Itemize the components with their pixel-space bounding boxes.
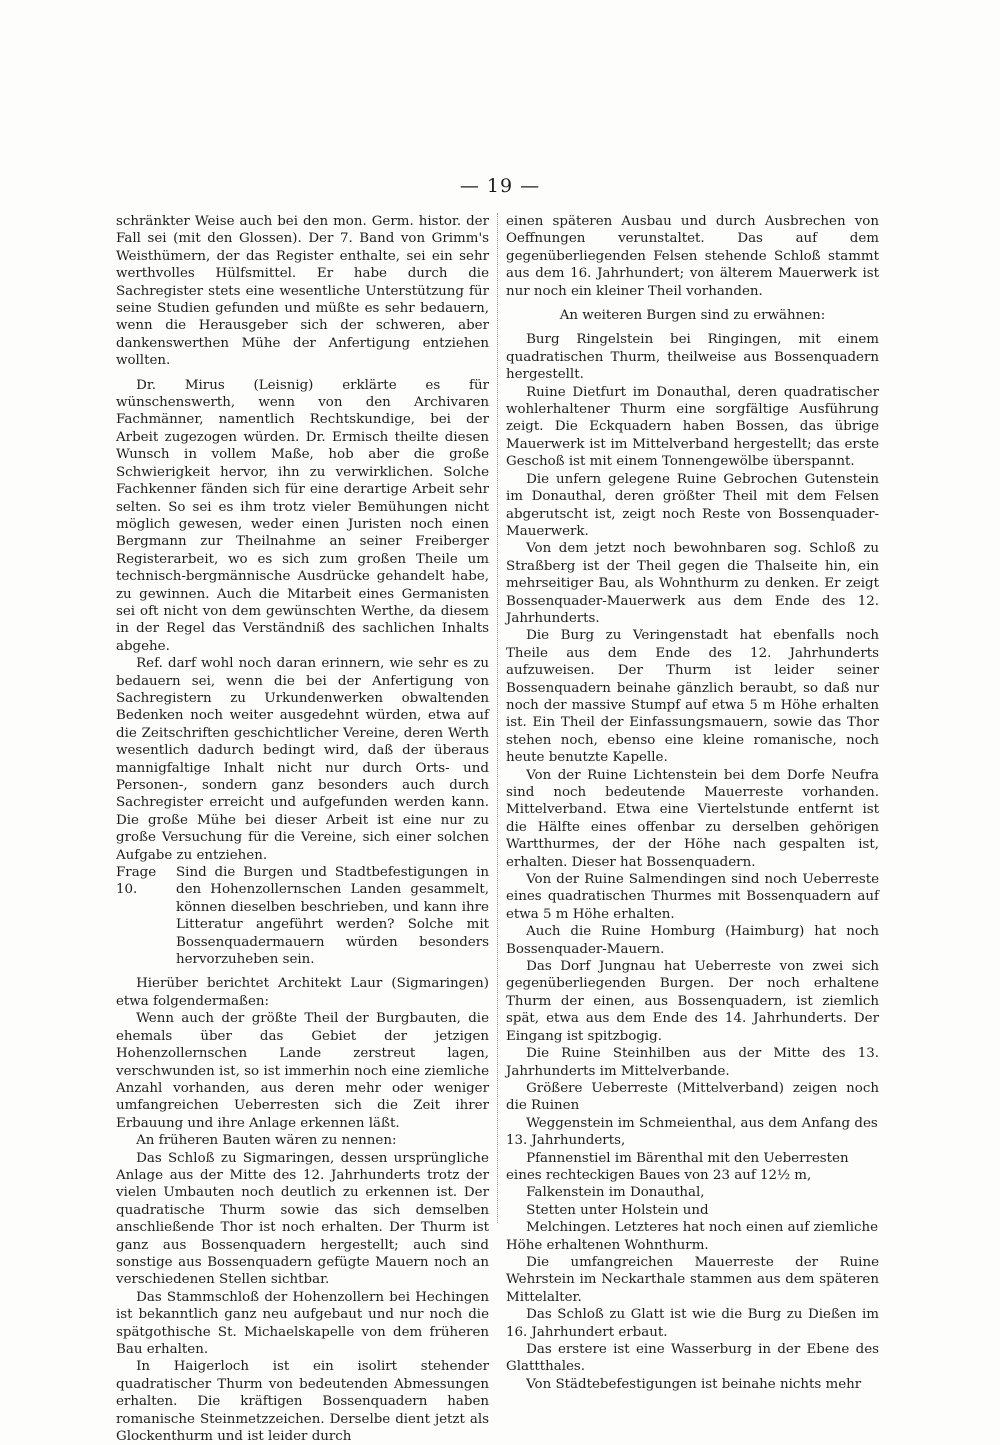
paragraph: Burg Ringelstein bei Ringingen, mit einem quadratischen Thurm, theilweise aus Bossenquadern hergestellt. <box>506 332 879 383</box>
list-item: Stetten unter Holstein und <box>526 1202 709 1218</box>
paragraph: Dr. Mirus (Leisnig) erklärte es für wünschenswerth, wenn von den Archivaren Fachmänner, namentlich Rechtskundige, bei der Arbeit zugezogen würden. Dr. Ermisch theilte diesen Wunsch in vollem Maße, hob aber die große Schwierigkeit hervor, ihn zu verwirklichen. Solche Fachkenner fänden sich für eine derartige Arbeit sehr selten. So sei es ihm trotz vieler Bemühungen nicht möglich gewesen, weder einen Juristen noch einen Bergmann zur Theilnahme an seiner Freiberger Registerarbeit, wo es sich zum großen Theile um technisch-bergmännische Ausdrücke gehandelt habe, zu gewinnen. Auch die Mitarbeit eines Germanisten sei oft nicht von dem gewünschten Werthe, da diesem in der Regel das Verständniß des sachlichen Inhalts abgehe. <box>116 377 489 654</box>
right-column <box>506 213 879 1393</box>
paragraph: Von der Ruine Lichtenstein bei dem Dorfe Neufra sind noch bedeutende Mauerreste vorhanden. Mittelverband. Etwa eine Viertelstunde entfernt ist die Hälfte eines offenbar zu derselben gehörigen Wartthurmes, der der Höhe nach gespalten ist, erhalten. Dieser hat Bossenquadern. <box>506 767 879 870</box>
list-item: Melchingen. Letzteres hat noch einen auf ziemliche Höhe erhaltenen Wohnthurm. <box>506 1220 879 1253</box>
paragraph: An weiteren Burgen sind zu erwähnen: <box>559 308 826 324</box>
paragraph: Ref. darf wohl noch daran erinnern, wie sehr es zu bedauern sei, wenn die bei der Anfertigung von Sachregistern zu Urkundenwerken obwaltenden Bedenken noch weiter ausgedehnt würden, etwa auf die Zeitschriften geschichtlicher Vereine, deren Werth wesentlich dadurch bedingt wird, daß der überaus mannigfaltige Inhalt nicht nur durch Orts- und Personen-, sondern ganz besonders auch durch Sachregister erreicht und aufgefunden werden kann. Die große Mühe bei dieser Arbeit ist eine nur zu große Versuchung für die Vereine, sich einer solchen Aufgabe zu entziehen. <box>116 656 489 863</box>
paragraph: Das Dorf Jungnau hat Ueberreste von zwei sich gegenüberliegenden Burgen. Der noch erhaltene Thurm der einen, aus Bossenquadern, ist ziemlich spät, etwa aus dem Ende des 14. Jahrhunderts. Der Eingang ist spitzbogig. <box>506 959 879 1044</box>
paragraph: schränkter Weise auch bei den mon. Germ. histor. der Fall sei (mit den Glossen). Der 7. Band von Grimm's Weisthümern, der das Register enthalte, sei ein sehr werthvolles Hülfsmittel. Er habe durch die Sachregister stets eine wesentliche Unterstützung für seine Studien gefunden und müßte es sehr bedauern, wenn die Herausgeber sich der schweren, aber dankenswerthen Mühe der Anfertigung entziehen wollten. <box>116 214 489 369</box>
question-text: Sind die Burgen und Stadtbefestigungen in den Hohenzollernschen Landen gesammelt, können dieselben beschrieben, und kann ihre Litteratur angeführt werden? Solche mit Bossenquadermauern würden besonders hervorzuheben sein. <box>176 865 489 968</box>
paragraph: Von der Ruine Salmendingen sind noch Ueberreste eines quadratischen Thurmes mit Bossenquadern auf etwa 5 m Höhe erhalten. <box>506 872 879 922</box>
paragraph: Die unfern gelegene Ruine Gebrochen Gutenstein im Donauthal, deren größter Theil mit dem Felsen abgerutscht ist, zeigt noch Reste von Bossenquader-Mauerwerk. <box>506 471 879 539</box>
question-block <box>116 864 489 968</box>
paragraph: Ruine Dietfurt im Donauthal, deren quadratischer wohlerhaltener Thurm eine sorgfältige Ausführung zeigt. Die Eckquadern haben Bossen, das übrige Mauerwerk ist im Mittelverband hergestellt; das erste Geschoß ist mit einem Tonnengewölbe überspannt. <box>506 384 879 470</box>
paragraph: Größere Ueberreste (Mittelverband) zeigen noch die Ruinen <box>506 1080 879 1114</box>
column-divider <box>497 213 498 1223</box>
paragraph: Wenn auch der größte Theil der Burgbauten, die ehemals über das Gebiet der jetzigen Hohenzollernschen Lande zerstreut lagen, verschwunden ist, so ist immerhin noch eine ziemliche Anzahl vorhanden, aus deren mehr oder weniger umfangreichen Ueberresten sich die Zeit ihrer Erbauung und ihre Anlage erkennen läßt. <box>116 1011 489 1131</box>
paragraph: Von Städtebefestigungen ist beinahe nichts mehr <box>526 1376 862 1392</box>
page-number: — 19 — <box>459 175 541 197</box>
paragraph: Die umfangreichen Mauerreste der Ruine Wehrstein im Neckarthale stammen aus dem späteren Mittelalter. <box>506 1254 879 1305</box>
list-item: Weggenstein im Schmeienthal, aus dem Anfang des 13. Jahrhunderts, <box>506 1115 878 1149</box>
paragraph: Das erstere ist eine Wasserburg in der Ebene des Glattthales. <box>506 1342 879 1375</box>
paragraph: Das Stammschloß der Hohenzollern bei Hechingen ist bekanntlich ganz neu aufgebaut und nur noch die spätgothische St. Michaelskapelle von dem früheren Bau erhalten. <box>116 1289 489 1357</box>
paragraph: Die Burg zu Veringenstadt hat ebenfalls noch Theile aus dem Ende des 12. Jahrhunderts aufzuweisen. Der Thurm ist leider seiner Bossenquadern beinahe gänzlich beraubt, so daß nur noch der massive Stumpf auf etwa 5 m Höhe erhalten ist. Ein Theil der Einfassungsmauern, sowie das Thor stehen noch, ebenso eine kleine romanische, noch heute benutzte Kapelle. <box>506 628 879 766</box>
left-column <box>116 213 489 1445</box>
question-label: Frage 10. <box>116 865 157 898</box>
paragraph: Auch die Ruine Homburg (Haimburg) hat noch Bossenquader-Mauern. <box>506 924 879 957</box>
paragraph: An früheren Bauten wären zu nennen: <box>136 1133 397 1149</box>
paragraph: In Haigerloch ist ein isolirt stehender quadratischer Thurm von bedeutenden Abmessungen erhalten. Die kräftigen Bossenquadern haben romanische Steinmetzzeichen. Derselbe dient jetzt als Glockenthurm und ist leider durch <box>116 1359 489 1445</box>
paragraph: Von dem jetzt noch bewohnbaren sog. Schloß zu Straßberg ist der Theil gegen die Thalseite hin, ein mehrseitiger Bau, als Wohnthurm zu denken. Er zeigt Bossenquader-Mauerwerk aus dem Ende des 12. Jahrhunderts. <box>506 541 879 626</box>
paragraph: Das Schloß zu Glatt ist wie die Burg zu Dießen im 16. Jahrhundert erbaut. <box>506 1307 879 1340</box>
paragraph: Die Ruine Steinhilben aus der Mitte des 13. Jahrhunderts im Mittelverbande. <box>506 1046 879 1079</box>
paragraph: einen späteren Ausbau und durch Ausbrechen von Oeffnungen verunstaltet. Das auf dem gegenüberliegenden Felsen stehende Schloß stammt aus dem 16. Jahrhundert; von älterem Mauerwerk ist nur noch ein kleiner Theil vorhanden. <box>506 214 879 299</box>
list-item: Pfannenstiel im Bärenthal mit den Ueberresten eines rechteckigen Baues von 23 auf 12½ m, <box>506 1150 849 1183</box>
paragraph: Hierüber berichtet Architekt Laur (Sigmaringen) etwa folgendermaßen: <box>116 976 489 1009</box>
paragraph: Das Schloß zu Sigmaringen, dessen ursprüngliche Anlage aus der Mitte des 12. Jahrhunderts trotz der vielen Umbauten noch deutlich zu erkennen ist. Der quadratische Thurm sowie das sich demselben anschließende Thor ist noch erhalten. Der Thurm ist ganz aus Bossenquadern hergestellt; auch sind sonstige aus Bossenquadern gefügte Mauern noch an verschiedenen Stellen sichtbar. <box>116 1150 489 1288</box>
list-item: Falkenstein im Donauthal, <box>526 1185 705 1201</box>
